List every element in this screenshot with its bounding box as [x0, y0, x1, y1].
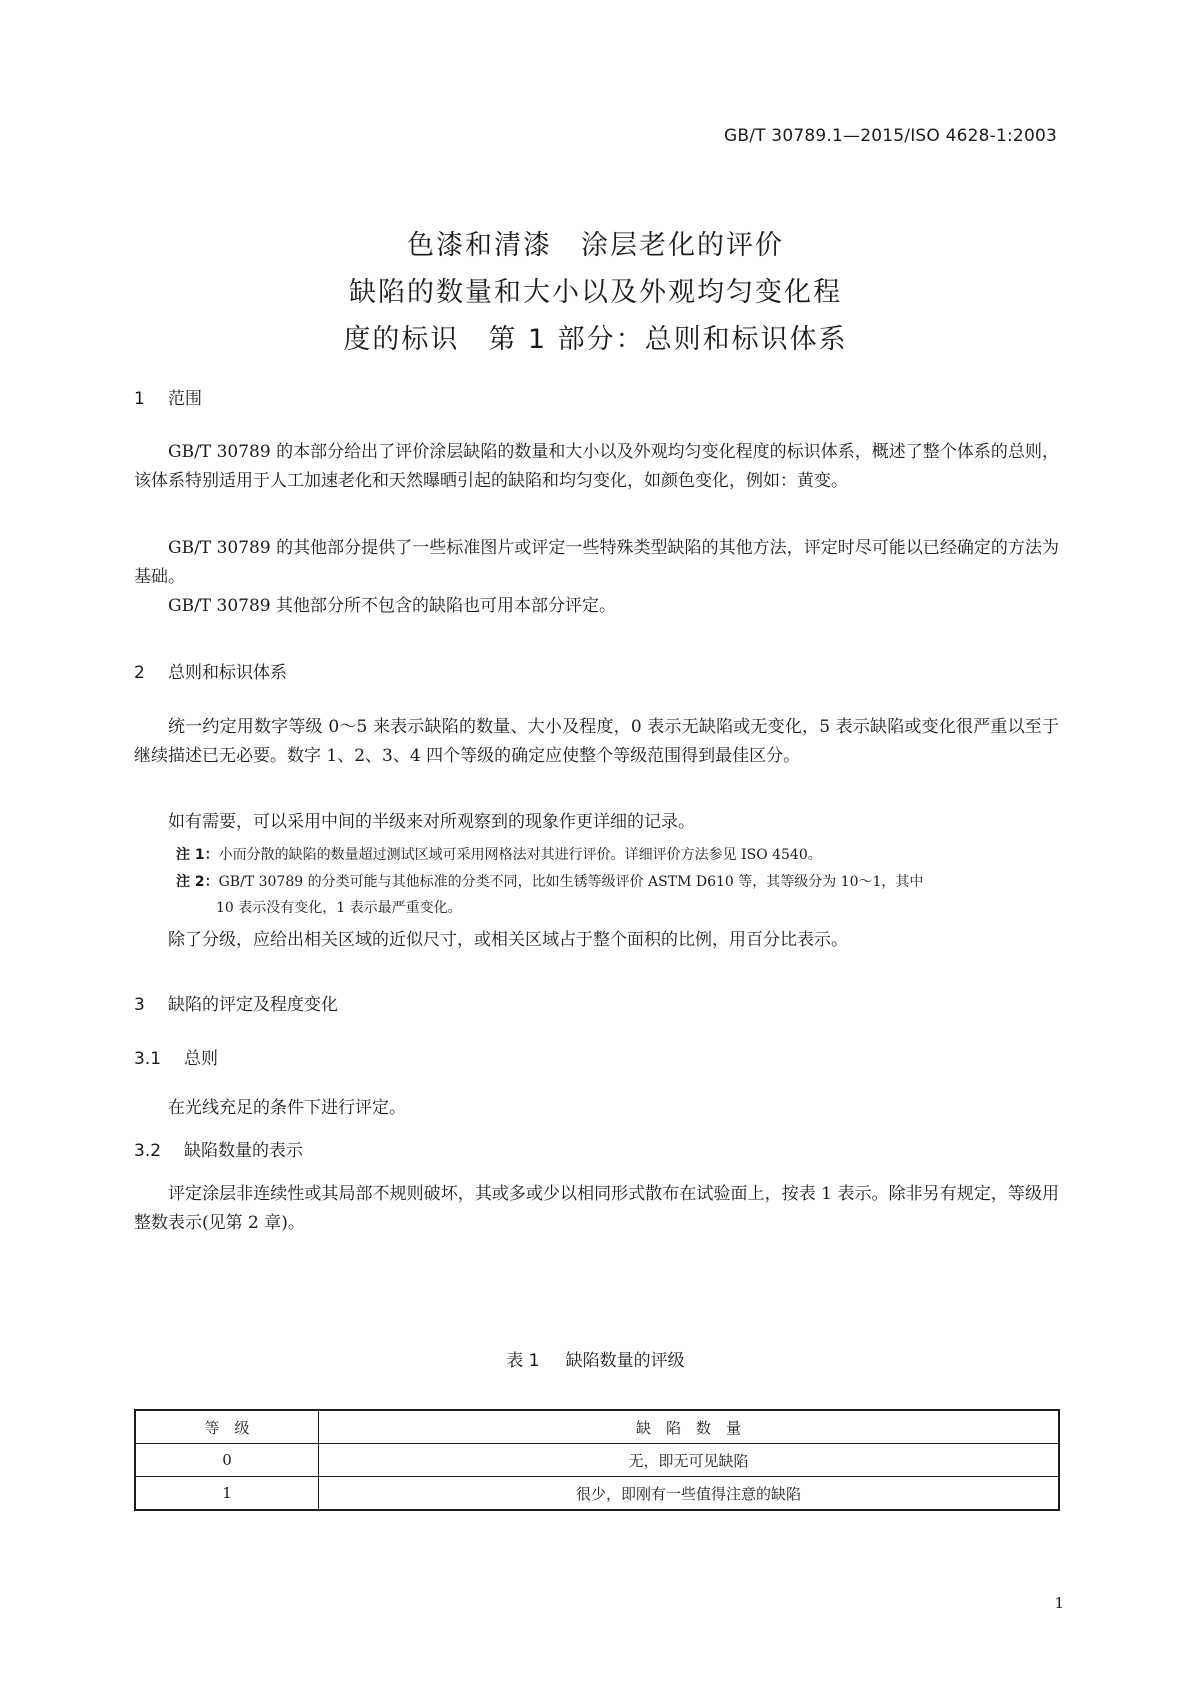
subsection-title: 缺陷数量的表示 — [184, 1141, 303, 1161]
standard-number: GB/T 30789.1—2015/ISO 4628-1:2003 — [723, 126, 1057, 146]
defect-quantity-table — [134, 1409, 1060, 1511]
section-2-paragraph-2: 如有需要，可以采用中间的半级来对所观察到的现象作更详细的记录。 — [168, 812, 695, 832]
table-cell-rating: 1 — [135, 1477, 319, 1511]
section-3-heading — [134, 990, 338, 1015]
section-1-heading — [134, 384, 202, 409]
table-cell-quantity: 无，即无可见缺陷 — [319, 1444, 1060, 1477]
section-number: 2 — [134, 663, 145, 683]
column-header-quantity: 缺 陷 数 量 — [319, 1410, 1060, 1444]
document-title — [0, 222, 1191, 363]
table-cell-rating: 0 — [135, 1444, 319, 1477]
page-number: 1 — [1054, 1594, 1064, 1612]
note-label: 注 2： — [176, 874, 219, 890]
note-2 — [176, 869, 1060, 921]
section-title: 范围 — [168, 389, 202, 409]
section-number: 1 — [134, 389, 145, 409]
subsection-number: 3.2 — [134, 1141, 162, 1161]
table-row — [135, 1477, 1059, 1511]
note-1 — [176, 842, 1060, 868]
table-caption — [0, 1346, 1191, 1371]
subsection-number: 3.1 — [134, 1049, 162, 1069]
subsection-title: 总则 — [184, 1049, 218, 1069]
subsection-3-1-paragraph: 在光线充足的条件下进行评定。 — [168, 1098, 406, 1118]
table-title: 缺陷数量的评级 — [565, 1351, 685, 1371]
section-title: 缺陷的评定及程度变化 — [168, 995, 338, 1015]
title-line-3: 度的标识 第 1 部分：总则和标识体系 — [343, 324, 848, 355]
subsection-3-2-paragraph: 评定涂层非连续性或其局部不规则破坏，其或多或少以相同形式散布在试验面上，按表 1 表示。除非另有规定，等级用整数表示(见第 2 章)。 — [134, 1184, 1059, 1233]
section-1-paragraph-3: GB/T 30789 其他部分所不包含的缺陷也可用本部分评定。 — [168, 596, 617, 616]
subsection-3-1-heading — [134, 1044, 218, 1069]
section-title: 总则和标识体系 — [168, 663, 287, 683]
section-2-paragraph-1: 统一约定用数字等级 0～5 来表示缺陷的数量、大小及程度，0 表示无缺陷或无变化，5 表示缺陷或变化很严重以至于继续描述已无必要。数字 1、2、3、4 四个等级的确定应使整个等级范围得到最佳区分。 — [134, 717, 1059, 766]
section-number: 3 — [134, 995, 145, 1015]
section-1-paragraph-2: GB/T 30789 的其他部分提供了一些标准图片或评定一些特殊类型缺陷的其他方法，评定时尽可能以已经确定的方法为基础。 — [134, 538, 1059, 587]
subsection-3-2-heading — [134, 1136, 303, 1161]
table-cell-quantity: 很少，即刚有一些值得注意的缺陷 — [319, 1477, 1060, 1511]
section-2-paragraph-3: 除了分级，应给出相关区域的近似尺寸，或相关区域占于整个面积的比例，用百分比表示。 — [168, 930, 848, 950]
section-2-heading — [134, 658, 287, 683]
title-line-2: 缺陷的数量和大小以及外观均匀变化程 — [349, 277, 842, 308]
note-text: 小而分散的缺陷的数量超过测试区域可采用网格法对其进行评价。详细评价方法参见 ISO 4540。 — [218, 847, 822, 863]
note-text: GB/T 30789 的分类可能与其他标准的分类不同，比如生锈等级评价 ASTM D610 等，其等级分为 10～1，其中 — [218, 874, 924, 890]
table-header-row — [135, 1410, 1059, 1444]
table-number: 表 1 — [506, 1351, 540, 1371]
title-line-1: 色漆和清漆 涂层老化的评价 — [407, 230, 784, 261]
note-continuation: 10 表示没有变化，1 表示最严重变化。 — [216, 900, 462, 916]
table-row — [135, 1444, 1059, 1477]
section-1-paragraph-1: GB/T 30789 的本部分给出了评价涂层缺陷的数量和大小以及外观均匀变化程度的标识体系，概述了整个体系的总则，该体系特别适用于人工加速老化和天然曝晒引起的缺陷和均匀变化，如颜色变化，例如：黄变。 — [134, 442, 1059, 491]
column-header-rating: 等 级 — [135, 1410, 319, 1444]
note-label: 注 1： — [176, 847, 219, 863]
